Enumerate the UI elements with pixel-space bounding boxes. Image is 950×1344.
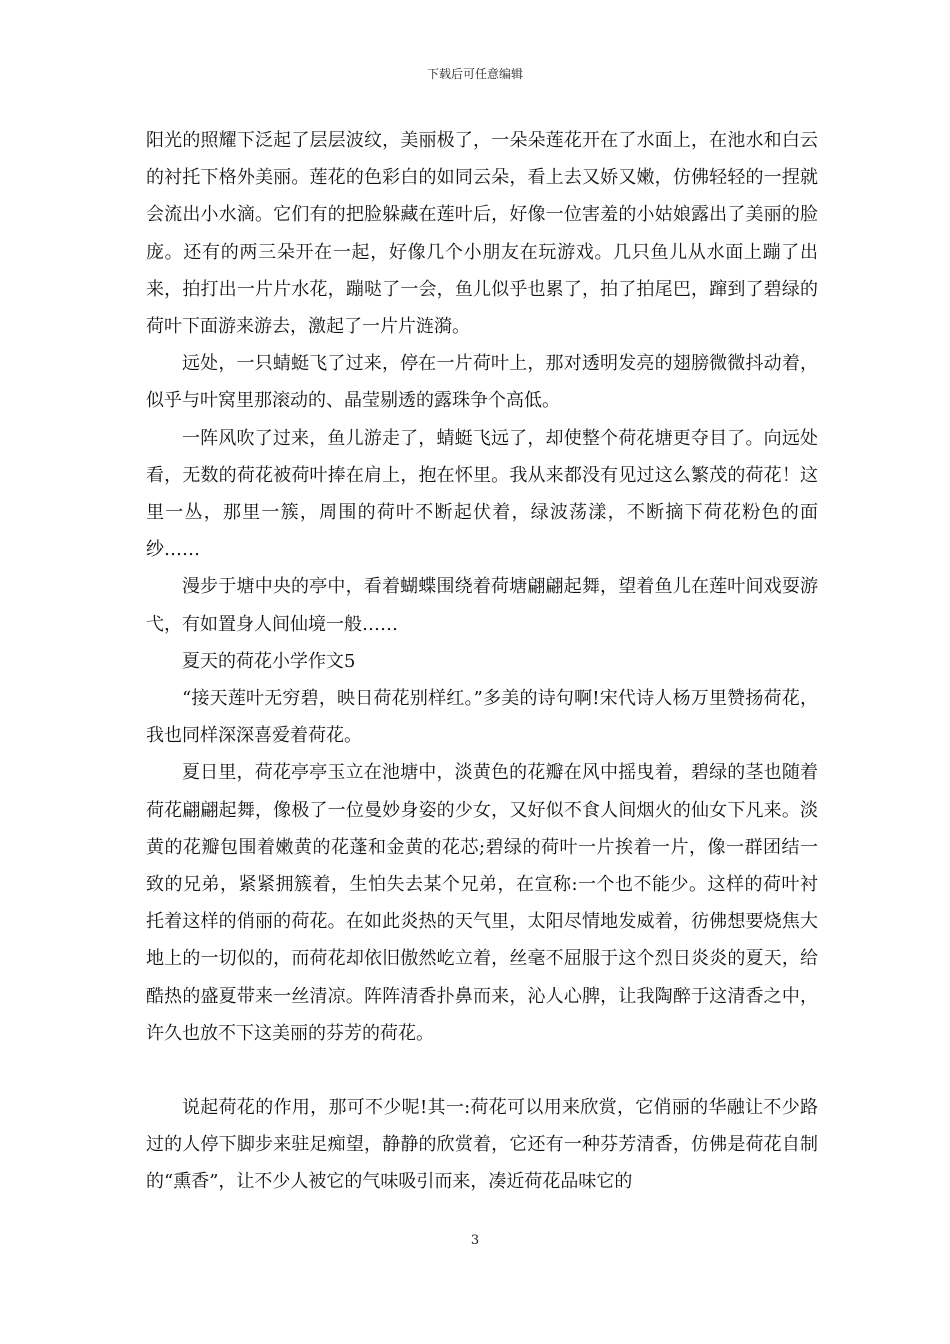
paragraph-5: “接天莲叶无穷碧，映日荷花别样红。”多美的诗句啊!宋代诗人杨万里赞扬荷花，我也同样深深喜爱着荷花。 bbox=[146, 688, 818, 747]
page-header: 下载后可任意编辑 bbox=[426, 67, 523, 81]
paragraph-6: 夏日里，荷花亭亭玉立在池塘中，淡黄色的花瓣在风中摇曳着，碧绿的茎也随着荷花翩翩起舞，像极了一位曼妙身姿的少女，又好似不食人间烟火的仙女下凡来。淡黄的花瓣包围着嫩黄的花蓬和金黄的花芯;碧绿的荷叶一片挨着一片，像一群团结一致的兄弟，紧紧拥簇着，生怕失去某个兄弟，在宣称:一个也不能少。这样的荷叶衬托着这样的俏丽的荷花。在如此炎热的天气里，太阳尽情地发威着，彷佛想要烧焦大地上的一切似的，而荷花却依旧傲然屹立着，丝毫不屈服于这个烈日炎炎的夏天，给酷热的盛夏带来一丝清凉。阵阵清香扑鼻而来，沁人心脾，让我陶醉于这清香之中，许久也放不下这美丽的芬芳的荷花。 bbox=[146, 762, 818, 1044]
paragraph-4: 漫步于塘中央的亭中，看着蝴蝶围绕着荷塘翩翩起舞，望着鱼儿在莲叶间戏耍游弋，有如置身人间仙境一般…… bbox=[146, 576, 818, 635]
section-title: 夏天的荷花小学作文5 bbox=[182, 650, 356, 672]
paragraph-1: 阳光的照耀下泛起了层层波纹，美丽极了，一朵朵莲花开在了水面上，在池水和白云的衬托下格外美丽。莲花的色彩白的如同云朵，看上去又娇又嫩，仿佛轻轻的一捏就会流出小水滴。它们有的把脸躲藏在莲叶后，好像一位害羞的小姑娘露出了美丽的脸庞。还有的两三朵开在一起，好像几个小朋友在玩游戏。几只鱼儿从水面上蹦了出来，拍打出一片片水花，蹦哒了一会，鱼儿似乎也累了，拍了拍尾巴，蹿到了碧绿的荷叶下面游来游去，激起了一片片涟漪。 bbox=[146, 130, 818, 338]
paragraph-3: 一阵风吹了过来，鱼儿游走了，蜻蜓飞远了，却使整个荷花塘更夺目了。向远处看，无数的荷花被荷叶捧在肩上，抱在怀里。我从来都没有见过这么繁茂的荷花！这里一丛，那里一簇，周围的荷叶不断起伏着，绿波荡漾，不断摘下荷花粉色的面纱…… bbox=[146, 427, 818, 561]
document-body bbox=[146, 122, 818, 1201]
paragraph-2: 远处，一只蜻蜓飞了过来，停在一片荷叶上，那对透明发亮的翅膀微微抖动着，似乎与叶窝里那滚动的、晶莹剔透的露珠争个高低。 bbox=[146, 353, 818, 412]
paragraph-spacer bbox=[146, 1052, 818, 1089]
page-number: 3 bbox=[470, 1233, 480, 1248]
paragraph-7: 说起荷花的作用，那可不少呢!其一:荷花可以用来欣赏，它俏丽的华融让不少路过的人停下脚步来驻足痴望，静静的欣赏着，它还有一种芬芳清香，仿佛是荷花自制的“熏香”，让不少人被它的气味吸引而来，凑近荷花品味它的 bbox=[146, 1097, 818, 1193]
